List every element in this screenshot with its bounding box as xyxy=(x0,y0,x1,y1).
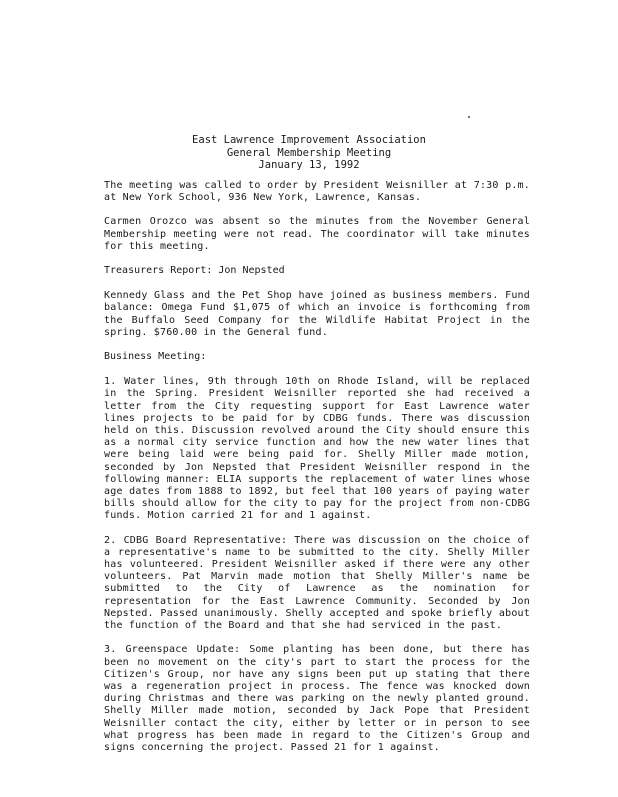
document-header xyxy=(0,134,618,172)
meeting-date: January 13, 1992 xyxy=(258,159,360,171)
business-item-3: 3. Greenspace Update: Some planting has been done, but there has been no movement on the city's part to start the process for the Citizen's Group, nor have any signs been put up stating that there was a regeneration project in process. The fence was knocked down during Christmas and there was parking on the newly planted ground. Shelly Miller made motion, seconded by Jack Pope that President Weisniller contact the city, either by letter or in person to see what progress has been made in regard to the Citizen's Group and signs concerning the project. Passed 21 for 1 against. xyxy=(104,644,530,753)
minutes-body xyxy=(104,180,530,766)
business-item-1: 1. Water lines, 9th through 10th on Rhode Island, will be replaced in the Spring. President Weisniller reported she had received a letter from the City requesting support for East Lawrence water lines projects to be paid for by CDBG funds. There was discussion held on this. Discussion revolved around the City should ensure this as a normal city service function and how the new water lines that were being laid were being paid for. Shelly Miller made motion, seconded by Jon Nepsted that President Weisniller respond in the following manner: ELIA supports the replacement of water lines whose age dates from 1888 to 1892, but feel that 100 years of paying water bills should allow for the city to pay for the project from non-CDBG funds. Motion carried 21 for and 1 against. xyxy=(104,376,530,522)
organization-name: East Lawrence Improvement Association xyxy=(192,134,426,146)
scan-speck xyxy=(468,116,470,118)
minutes-paragraph: Carmen Orozco was absent so the minutes from the November General Membership meeting were not read. The coordinator will take minutes for this meeting. xyxy=(104,216,530,252)
business-heading: Business Meeting: xyxy=(104,351,207,363)
meeting-title: General Membership Meeting xyxy=(226,146,392,159)
treasurer-paragraph: Kennedy Glass and the Pet Shop have joined as business members. Fund balance: Omega Fund $1,075 of which an invoice is forthcoming from the Buffalo Seed Company for the Wildlife Habitat Project in the spring. $760.00 in the General fund. xyxy=(104,290,530,338)
call-to-order-paragraph: The meeting was called to order by President Weisniller at 7:30 p.m. at New York School, 936 New York, Lawrence, Kansas. xyxy=(104,180,530,204)
business-item-2: 2. CDBG Board Representative: There was discussion on the choice of a representative's name to be submitted to the city. Shelly Miller has volunteered. President Weisniller asked if there were any other volunteers. Pat Marvin made motion that Shelly Miller's name be submitted to the City of Lawrence as the nomination for representation for the East Lawrence Community. Seconded by Jon Nepsted. Passed unanimously. Shelly accepted and spoke briefly about the function of the Board and that she had serviced in the past. xyxy=(104,534,530,632)
treasurer-heading: Treasurers Report: Jon Nepsted xyxy=(104,265,285,277)
